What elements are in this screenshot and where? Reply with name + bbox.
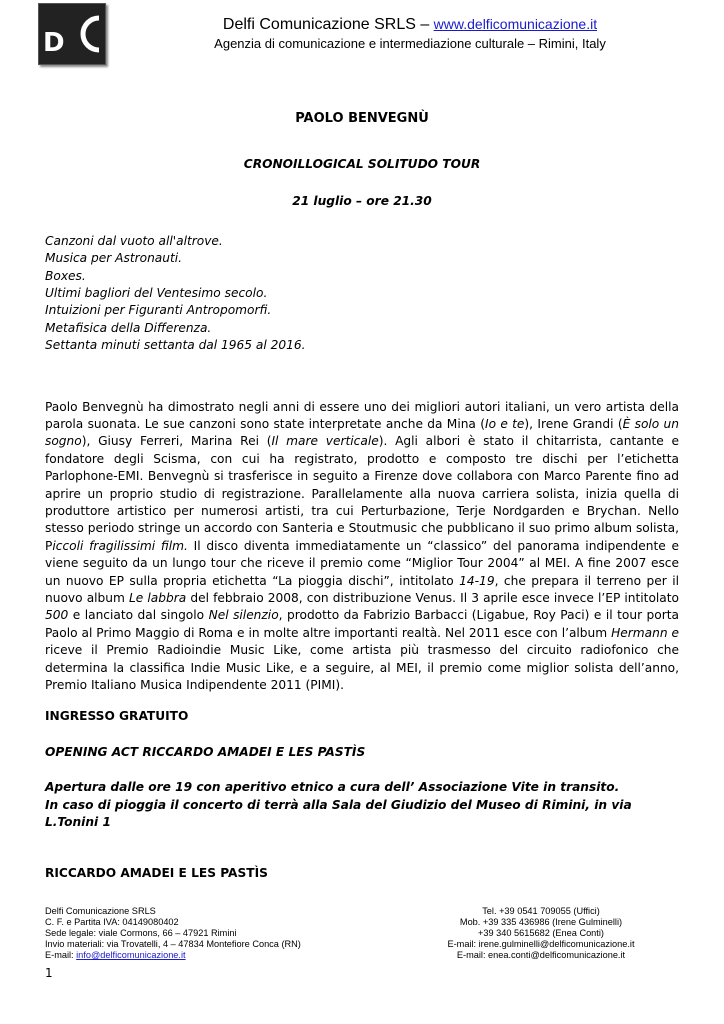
footer-email (45, 950, 186, 961)
bio-italic-title: 500 (45, 608, 69, 623)
tour-name: CRONOILLOGICAL SOLITUDO TOUR (243, 157, 481, 171)
verse-line: Musica per Astronauti. (45, 251, 183, 266)
bio-text: del febbraio 2008, con distribuzione Venus. Il 3 aprile esce invece l’EP intitolato (186, 591, 680, 606)
artist-biography (45, 399, 679, 695)
footer-email-label: E-mail: (45, 950, 77, 960)
footer-email-enea: E-mail: enea.conti@delficomunicazione.it (456, 950, 626, 960)
event-notes (45, 779, 679, 831)
bio-italic-title: Il mare verticale (271, 434, 379, 449)
footer-company: Delfi Comunicazione SRLS (45, 906, 156, 916)
footer-mobile-enea: +39 340 5615682 (Enea Conti) (478, 928, 604, 938)
bio-italic-title: È solo un sogno (45, 416, 679, 449)
press-release-body (45, 110, 679, 883)
aperitivo-note: Apertura dalle ore 19 con aperitivo etnico a cura dell’ Associazione Vite in transito. (45, 780, 620, 795)
event-date: 21 luglio – ore 21.30 (292, 194, 432, 209)
bio-italic-title: Le labbra (129, 591, 187, 606)
footer-email-link[interactable]: info@delficomunicazione.it (76, 950, 186, 960)
logo-c-icon (66, 6, 104, 62)
bio-text: , che prepara il terreno per il nuovo album (45, 573, 679, 606)
website-link[interactable]: www.delficomunicazione.it (433, 16, 598, 32)
bio-text: Il disco diventa immediatamente un “classico” del panorama indipendente e viene seguito da un lungo tour che riceve il premio come “Miglior Tour 2004” al MEI. A fine 2007 esce un nuovo EP sulla propria etichetta “La pioggia dischi”, intitolato (45, 538, 679, 588)
logo-letter-d: D (43, 28, 65, 58)
bio-italic-title: iccoli fragilissimi film. (52, 538, 188, 553)
bio-italic-title: Hermann e (611, 625, 679, 640)
verse-line: Intuizioni per Figuranti Antropomorfi. (45, 303, 272, 318)
bio-text: e lanciato dal singolo (68, 608, 209, 623)
footer-mobile-irene: Mob. +39 335 436986 (Irene Gulminelli) (459, 917, 623, 927)
footer (45, 906, 679, 961)
footer-vat: C. F. e Partita IVA: 04149080402 (45, 917, 179, 927)
opening-act: OPENING ACT RICCARDO AMADEI E LES PASTÌS (45, 744, 366, 759)
bio-italic-title: Io e te (484, 416, 525, 431)
company-name: Delfi Comunicazione SRLS – (222, 16, 434, 33)
verse-line: Settanta minuti settanta dal 1965 al 2016. (45, 338, 306, 353)
verse-line: Ultimi bagliori del Ventesimo secolo. (45, 285, 268, 300)
artist-title: PAOLO BENVEGNÙ (295, 111, 429, 126)
bio-text: ), Irene Grandi ( (524, 416, 623, 431)
bio-italic-title: 14-19 (459, 573, 495, 588)
verse-line: Metafisica della Differenza. (45, 320, 212, 335)
opening-artist-heading: RICCARDO AMADEI E LES PASTÌS (45, 866, 268, 881)
footer-legal-address: Sede legale: viale Cormons, 66 – 47921 Rimini (45, 928, 237, 938)
bio-text: Paolo Benvegnù ha dimostrato negli anni di essere uno dei migliori autori italiani, un vero artista della parola suonata. Le sue canzoni sono state interpretate anche da Mina ( (45, 399, 679, 431)
verse-line: Canzoni dal vuoto all'altrove. (45, 233, 223, 248)
bio-text: riceve il Premio Radioindie Music Like, come artista più trasmesso del circuito radiofonico che determina la classifica Indie Music Like, e a seguire, al MEI, il premio come miglior solista dell’anno, Premio Italiano Musica Indipendente 2011 (PIMI). (45, 643, 679, 693)
header-company-line (150, 14, 670, 35)
verses-block (45, 233, 679, 355)
bio-text: ). Agli albori è stato il chitarrista, cantante e fondatore degli Scisma, con cui ha registrato, prodotto e composto tre dischi per l’etichetta Parlophone-EMI. Benvegnù si trasferisce in seguito a Firenze dove collabora con Marco Parente fino ad aprire un proprio studio di registrazione. Parallelamente alla nuova carriera solista, inizia quella di produttore artistico per numerosi artisti, tra cui Perturbazione, Terje Nordgarden e Brychan. Nello stesso periodo stringe un accordo con Santeria e Stoutmusic che pubblicano il suo primo album solista, P (45, 434, 679, 553)
bio-text: ), Giusy Ferreri, Marina Rei ( (81, 434, 272, 449)
bio-italic-title: Nel silenzio (208, 608, 279, 623)
footer-email-irene: E-mail: irene.gulminelli@delficomunicazione.it (447, 939, 635, 949)
rain-note: In caso di pioggia il concerto di terrà alla Sala del Giudizio del Museo di Rimini, in via L.Tonini 1 (45, 797, 632, 830)
page-number: 1 (45, 966, 53, 980)
header-tagline: Agenzia di comunicazione e intermediazione culturale – Rimini, Italy (214, 36, 606, 51)
footer-shipping-address: Invio materiali: via Trovatelli, 4 – 47834 Montefiore Conca (RN) (45, 939, 301, 949)
footer-phone-office: Tel. +39 0541 709055 (Uffici) (482, 906, 600, 916)
company-logo (38, 3, 106, 65)
free-entry-label: INGRESSO GRATUITO (45, 709, 189, 724)
bio-text: , prodotto da Fabrizio Barbacci (Ligabue, Roy Paci) e il tour porta Paolo al Primo Maggio di Roma e in molte altre importanti realtà. Nel 2011 esce con l’album (45, 608, 679, 640)
verse-line: Boxes. (45, 268, 86, 283)
